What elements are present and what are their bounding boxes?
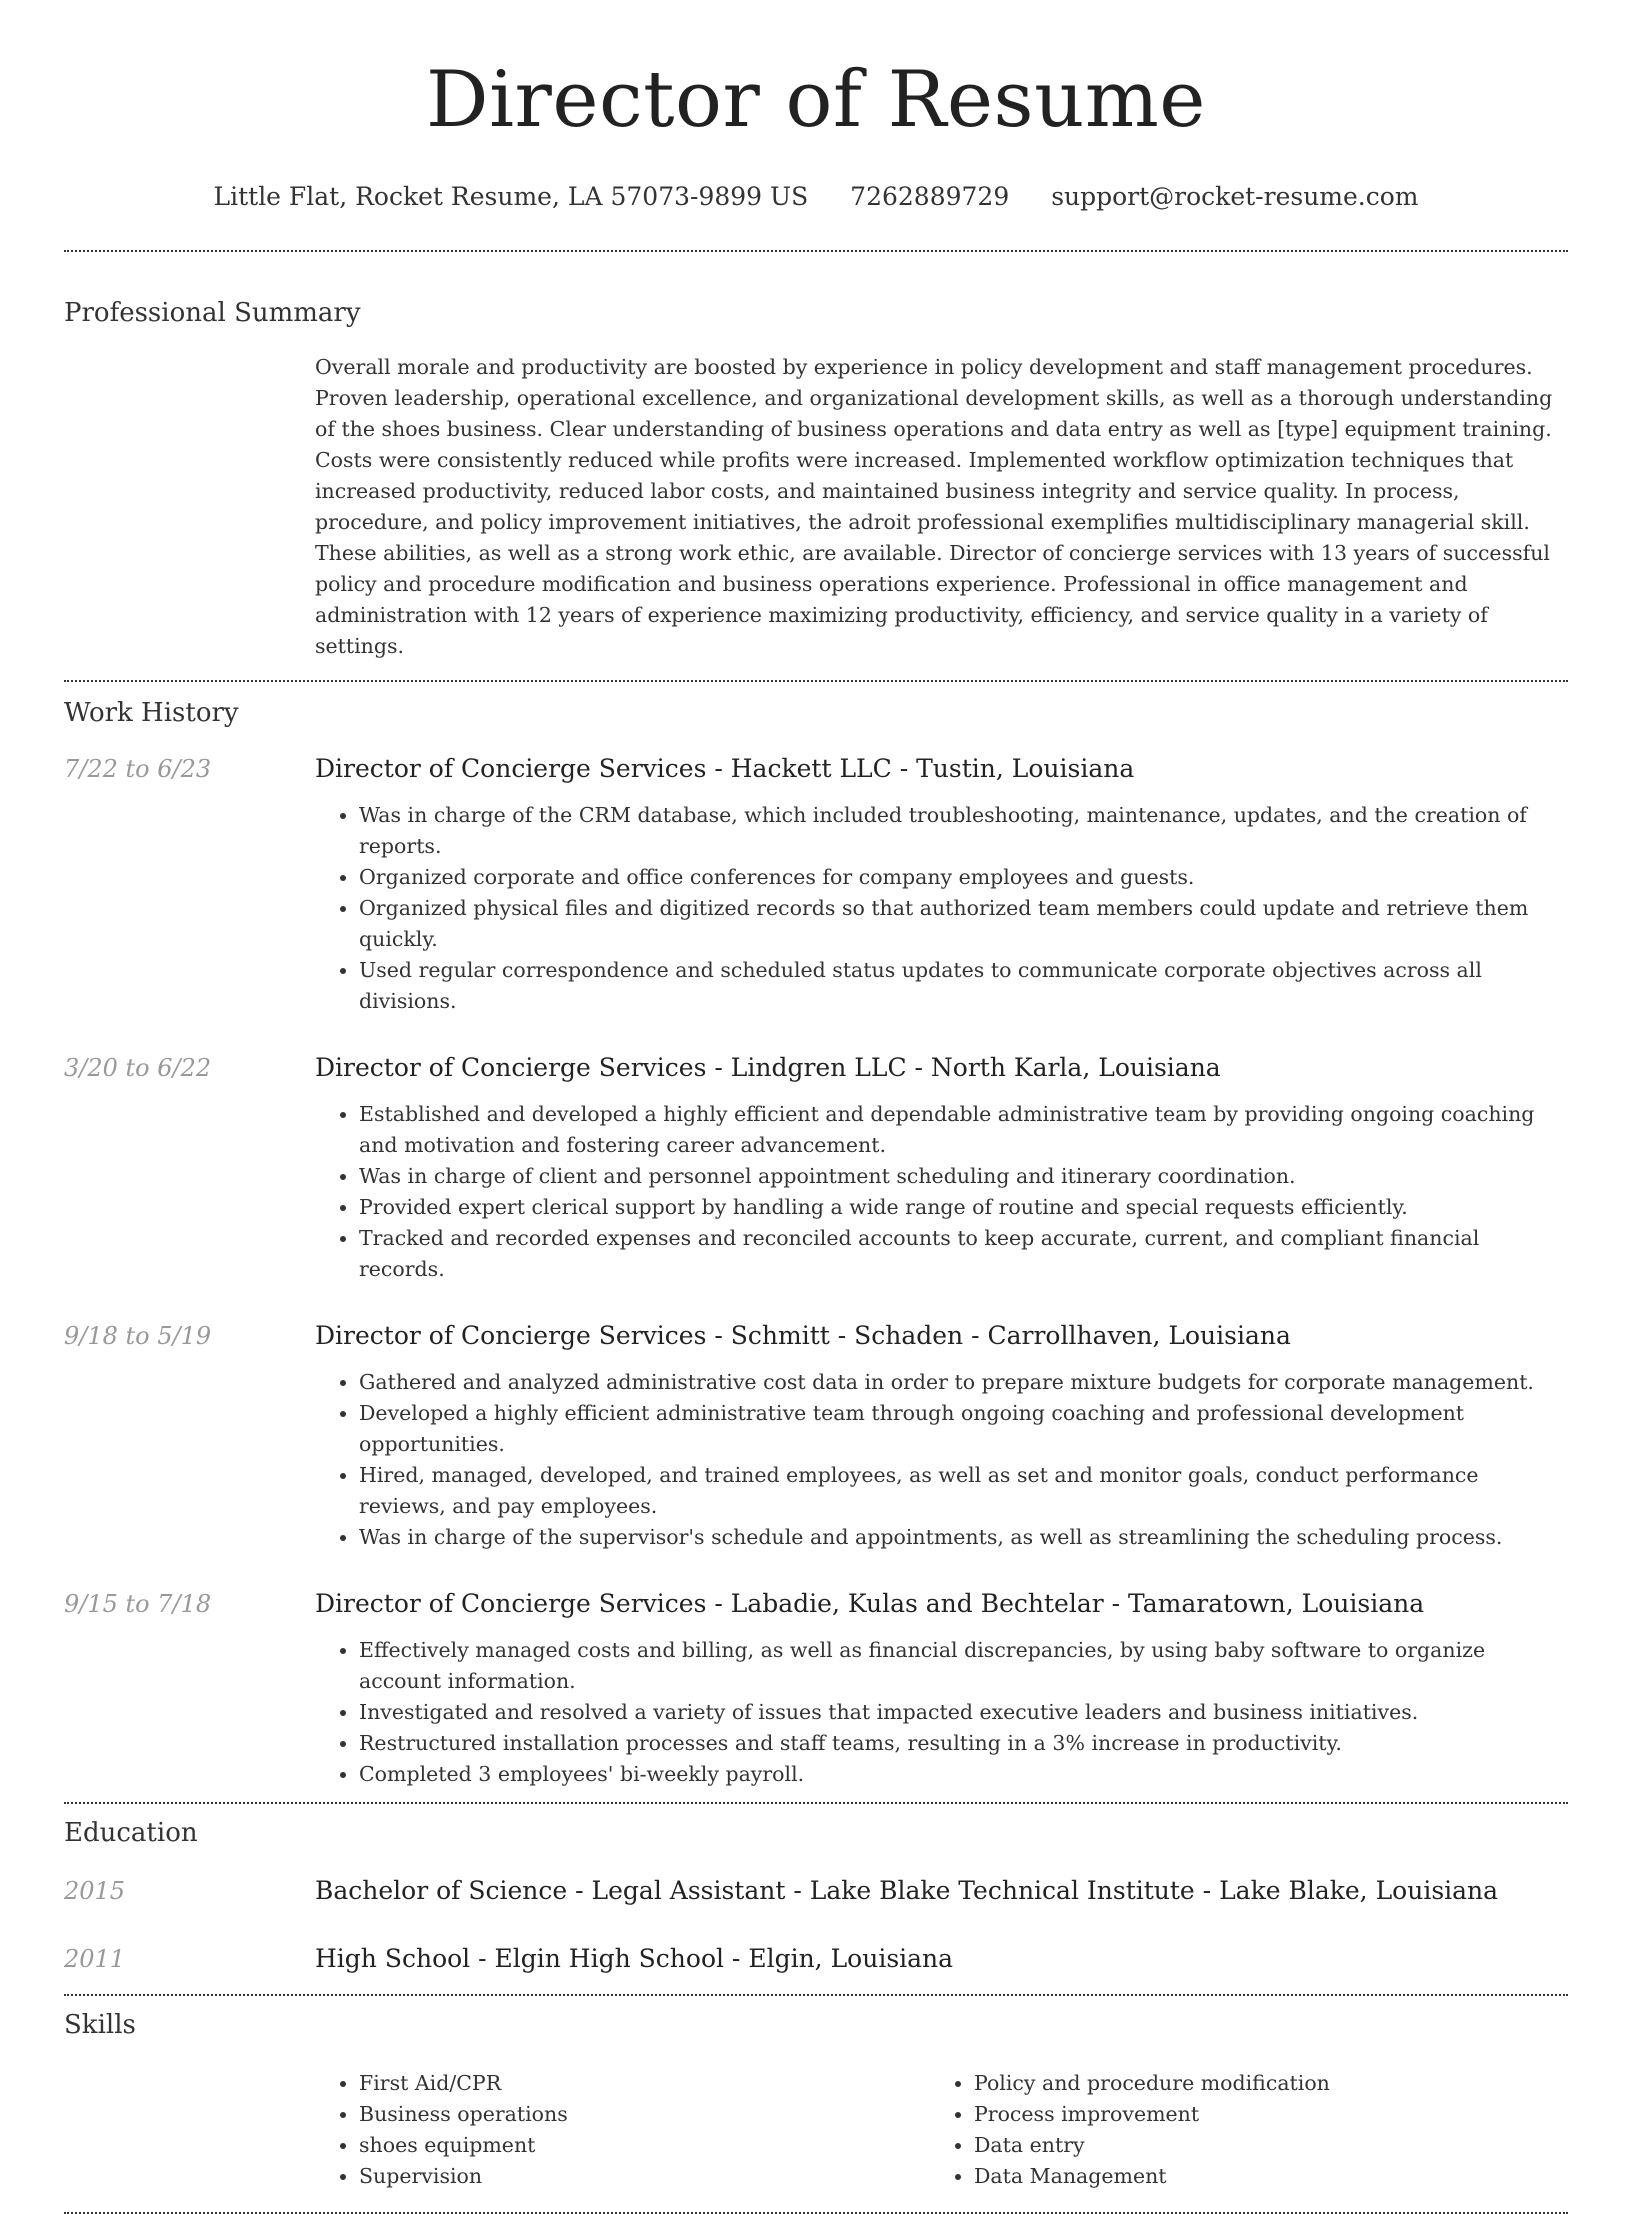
education-title: Education	[64, 1818, 198, 1848]
job-body	[315, 1319, 1568, 1553]
list-item: • shoes equipment	[359, 2130, 930, 2161]
job-heading: Director of Concierge Services - Labadie, Kulas and Bechtelar - Tamaratown, Louisiana	[315, 1589, 1425, 1618]
job-date: 7/22 to 6/23	[64, 755, 212, 783]
summary-title: Professional Summary	[64, 298, 361, 328]
list-item: • Data Management	[974, 2161, 1545, 2192]
list-item: • Policy and procedure modification	[974, 2068, 1545, 2099]
job-entry	[64, 752, 1568, 1017]
list-item: • Process improvement	[974, 2099, 1545, 2130]
education-entry	[64, 1874, 1568, 1908]
job-bullets	[315, 1367, 1568, 1553]
divider	[64, 1994, 1568, 1996]
list-item: • Organized corporate and office conferences for company employees and guests.	[359, 862, 1568, 893]
job-heading: Director of Concierge Services - Hackett LLC - Tustin, Louisiana	[315, 754, 1135, 783]
work-history-title: Work History	[64, 698, 239, 728]
list-item: • Organized physical files and digitized records so that authorized team members could update and retrieve them quickly.	[359, 893, 1568, 955]
job-heading: Director of Concierge Services - Schmitt - Schaden - Carrollhaven, Louisiana	[315, 1321, 1291, 1350]
list-item: • Supervision	[359, 2161, 930, 2192]
list-item: • Established and developed a highly efficient and dependable administrative team by providing ongoing coaching and motivation and fostering career advancement.	[359, 1099, 1568, 1161]
job-date: 3/20 to 6/22	[64, 1054, 212, 1082]
education-date: 2011	[64, 1945, 126, 1973]
divider	[64, 1802, 1568, 1804]
job-entry	[64, 1319, 1568, 1553]
job-entry	[64, 1051, 1568, 1285]
list-item: • Business operations	[359, 2099, 930, 2130]
candidate-name: Director of Resume	[426, 55, 1206, 145]
list-item: • Restructured installation processes and staff teams, resulting in a 3% increase in productivity.	[359, 1728, 1568, 1759]
job-bullets	[315, 1635, 1568, 1790]
job-body	[315, 752, 1568, 1017]
job-date: 9/15 to 7/18	[64, 1590, 212, 1618]
list-item: • Investigated and resolved a variety of issues that impacted executive leaders and business initiatives.	[359, 1697, 1568, 1728]
education-date: 2015	[64, 1877, 126, 1905]
job-entry	[64, 1587, 1568, 1790]
skills-column-left	[315, 2068, 930, 2192]
list-item: • Was in charge of the CRM database, which included troubleshooting, maintenance, updates, and the creation of reports.	[359, 800, 1568, 862]
list-item: • Gathered and analyzed administrative cost data in order to prepare mixture budgets for corporate management.	[359, 1367, 1568, 1398]
job-heading: Director of Concierge Services - Lindgren LLC - North Karla, Louisiana	[315, 1053, 1221, 1082]
list-item: • Completed 3 employees' bi-weekly payroll.	[359, 1759, 1568, 1790]
divider	[64, 680, 1568, 682]
list-item: • Tracked and recorded expenses and reconciled accounts to keep accurate, current, and compliant financial records.	[359, 1223, 1568, 1285]
job-body	[315, 1051, 1568, 1285]
divider	[64, 250, 1568, 252]
phone: 7262889729	[850, 182, 1010, 211]
email: support@rocket-resume.com	[1051, 182, 1419, 211]
job-bullets	[315, 800, 1568, 1017]
list-item: • First Aid/CPR	[359, 2068, 930, 2099]
address: Little Flat, Rocket Resume, LA 57073-9899 US	[213, 182, 809, 211]
list-item: • Was in charge of client and personnel appointment scheduling and itinerary coordination.	[359, 1161, 1568, 1192]
education-entry	[64, 1942, 1568, 1976]
job-body	[315, 1587, 1568, 1790]
list-item: • Used regular correspondence and scheduled status updates to communicate corporate objectives across all divisions.	[359, 955, 1568, 1017]
resume-page	[64, 0, 1568, 2214]
list-item: • Data entry	[974, 2130, 1545, 2161]
list-item: • Provided expert clerical support by handling a wide range of routine and special requests efficiently.	[359, 1192, 1568, 1223]
summary-text: Overall morale and productivity are boosted by experience in policy development and staff management procedures. Proven leadership, operational excellence, and organizational development skills, as well as a thorough understanding of the shoes business. Clear understanding of business operations and data entry as well as [type] equipment training. Costs were consistently reduced while profits were increased. Implemented workflow optimization techniques that increased productivity, reduced labor costs, and maintained business integrity and service quality. In process, procedure, and policy improvement initiatives, the adroit professional exemplifies multidisciplinary managerial skill. These abilities, as well as a strong work ethic, are available. Director of concierge services with 13 years of successful policy and procedure modification and business operations experience. Professional in office management and administration with 12 years of experience maximizing productivity, efficiency, and service quality in a variety of settings.	[315, 355, 1553, 658]
education-heading: Bachelor of Science - Legal Assistant - Lake Blake Technical Institute - Lake Blake, Louisiana	[315, 1876, 1499, 1905]
education-heading: High School - Elgin High School - Elgin, Louisiana	[315, 1944, 954, 1973]
skills-column-right	[930, 2068, 1545, 2192]
list-item: • Effectively managed costs and billing, as well as financial discrepancies, by using baby software to organize account information.	[359, 1635, 1568, 1697]
skills-list	[315, 2068, 1568, 2192]
job-date: 9/18 to 5/19	[64, 1322, 212, 1350]
list-item: • Hired, managed, developed, and trained employees, as well as set and monitor goals, conduct performance reviews, and pay employees.	[359, 1460, 1568, 1522]
list-item: • Developed a highly efficient administrative team through ongoing coaching and professional development opportunities.	[359, 1398, 1568, 1460]
job-bullets	[315, 1099, 1568, 1285]
contact-line	[64, 180, 1568, 214]
skills-title: Skills	[64, 2010, 136, 2040]
list-item: • Was in charge of the supervisor's schedule and appointments, as well as streamlining the scheduling process.	[359, 1522, 1568, 1553]
